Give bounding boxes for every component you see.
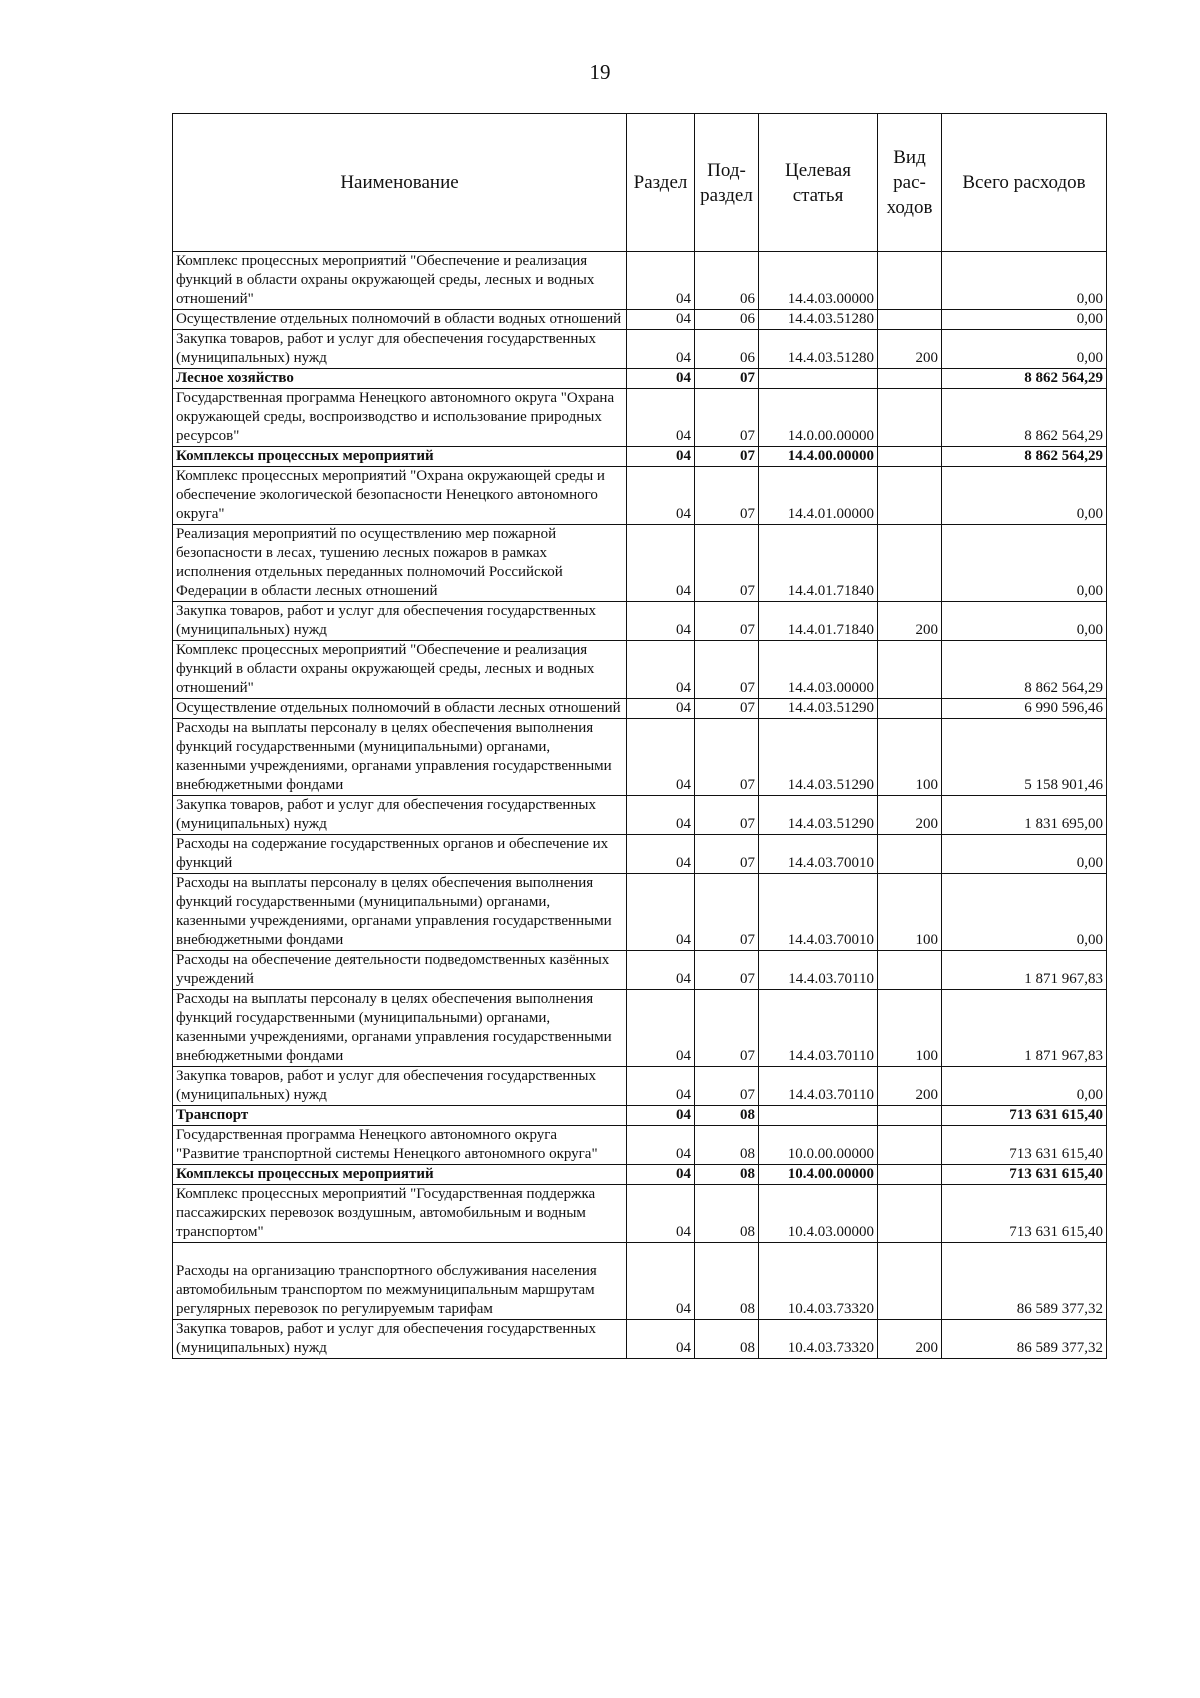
table-row: [173, 330, 1107, 369]
table-row: [173, 641, 1107, 699]
header-total: Всего расходов: [942, 114, 1107, 252]
cell-target: 14.4.03.51290: [759, 796, 878, 835]
cell-section: 04: [627, 1067, 695, 1106]
cell-name: Транспорт: [173, 1106, 627, 1126]
cell-type: 200: [878, 330, 942, 369]
table-row: [173, 447, 1107, 467]
cell-target: 14.0.00.00000: [759, 389, 878, 447]
cell-subsection: 07: [695, 951, 759, 990]
cell-target: 14.4.03.51290: [759, 719, 878, 796]
table-row: [173, 1320, 1107, 1359]
table-row: [173, 310, 1107, 330]
cell-total: 86 589 377,32: [942, 1320, 1107, 1359]
cell-name: Комплексы процессных мероприятий: [173, 447, 627, 467]
cell-target: 14.4.03.51280: [759, 330, 878, 369]
table-row: [173, 835, 1107, 874]
cell-subsection: 07: [695, 835, 759, 874]
cell-type: [878, 467, 942, 525]
cell-total: 713 631 615,40: [942, 1126, 1107, 1165]
cell-section: 04: [627, 1165, 695, 1185]
cell-name: Комплекс процессных мероприятий "Обеспечение и реализация функций в области охраны окружающей среды, лесных и водных отношений": [173, 252, 627, 310]
cell-name: Закупка товаров, работ и услуг для обеспечения государственных (муниципальных) нужд: [173, 1320, 627, 1359]
cell-total: 6 990 596,46: [942, 699, 1107, 719]
cell-name: Расходы на выплаты персоналу в целях обеспечения выполнения функций государственными (муниципальными) органами, казенными учреждениями, органами управления государственными внебюджетными фондами: [173, 719, 627, 796]
cell-type: 200: [878, 796, 942, 835]
cell-total: 5 158 901,46: [942, 719, 1107, 796]
cell-name: Расходы на выплаты персоналу в целях обеспечения выполнения функций государственными (муниципальными) органами, казенными учреждениями, органами управления государственными внебюджетными фондами: [173, 874, 627, 951]
cell-subsection: 07: [695, 874, 759, 951]
cell-subsection: 07: [695, 1067, 759, 1106]
cell-name: Расходы на организацию транспортного обслуживания населения автомобильным транспортом по межмуниципальным маршрутам регулярных перевозок по регулируемым тарифам: [173, 1243, 627, 1320]
cell-total: 8 862 564,29: [942, 447, 1107, 467]
cell-total: 0,00: [942, 1067, 1107, 1106]
cell-subsection: 07: [695, 447, 759, 467]
cell-type: [878, 252, 942, 310]
header-row: [173, 114, 1107, 252]
cell-section: 04: [627, 835, 695, 874]
cell-subsection: 08: [695, 1106, 759, 1126]
cell-target: 14.4.03.00000: [759, 641, 878, 699]
cell-target: 14.4.01.00000: [759, 467, 878, 525]
cell-name: Лесное хозяйство: [173, 369, 627, 389]
cell-section: 04: [627, 719, 695, 796]
table-row: [173, 796, 1107, 835]
cell-target: 10.0.00.00000: [759, 1126, 878, 1165]
cell-type: [878, 1126, 942, 1165]
cell-section: 04: [627, 310, 695, 330]
cell-subsection: 06: [695, 252, 759, 310]
cell-type: [878, 1165, 942, 1185]
cell-target: 14.4.03.70110: [759, 1067, 878, 1106]
cell-subsection: 08: [695, 1165, 759, 1185]
cell-section: 04: [627, 990, 695, 1067]
cell-subsection: 08: [695, 1320, 759, 1359]
table-row: [173, 525, 1107, 602]
cell-total: 713 631 615,40: [942, 1165, 1107, 1185]
table-row: [173, 1067, 1107, 1106]
cell-section: 04: [627, 447, 695, 467]
cell-type: [878, 310, 942, 330]
cell-subsection: 08: [695, 1185, 759, 1243]
cell-target: 14.4.01.71840: [759, 525, 878, 602]
cell-section: 04: [627, 330, 695, 369]
cell-name: Закупка товаров, работ и услуг для обеспечения государственных (муниципальных) нужд: [173, 602, 627, 641]
cell-section: 04: [627, 252, 695, 310]
cell-type: [878, 699, 942, 719]
cell-subsection: 07: [695, 719, 759, 796]
table-row: [173, 389, 1107, 447]
cell-subsection: 08: [695, 1243, 759, 1320]
cell-total: 1 871 967,83: [942, 951, 1107, 990]
cell-type: 200: [878, 1320, 942, 1359]
cell-section: 04: [627, 602, 695, 641]
cell-target: 14.4.03.51280: [759, 310, 878, 330]
cell-section: 04: [627, 525, 695, 602]
table-row: [173, 719, 1107, 796]
cell-type: 100: [878, 719, 942, 796]
cell-type: [878, 1185, 942, 1243]
table-row: [173, 1243, 1107, 1320]
header-name: Наименование: [173, 114, 627, 252]
table-row: [173, 699, 1107, 719]
cell-name: Комплекс процессных мероприятий "Охрана окружающей среды и обеспечение экологической безопасности Ненецкого автономного округа": [173, 467, 627, 525]
cell-section: 04: [627, 467, 695, 525]
cell-total: 0,00: [942, 602, 1107, 641]
cell-total: 0,00: [942, 874, 1107, 951]
cell-name: Закупка товаров, работ и услуг для обеспечения государственных (муниципальных) нужд: [173, 796, 627, 835]
cell-subsection: 07: [695, 525, 759, 602]
table-row: [173, 1126, 1107, 1165]
cell-target: [759, 369, 878, 389]
cell-subsection: 07: [695, 796, 759, 835]
cell-section: 04: [627, 1243, 695, 1320]
cell-section: 04: [627, 874, 695, 951]
cell-name: Государственная программа Ненецкого автономного округа "Развитие транспортной системы Ненецкого автономного округа": [173, 1126, 627, 1165]
cell-type: 100: [878, 874, 942, 951]
cell-type: [878, 835, 942, 874]
cell-name: Комплекс процессных мероприятий "Обеспечение и реализация функций в области охраны окружающей среды, лесных и водных отношений": [173, 641, 627, 699]
cell-section: 04: [627, 796, 695, 835]
cell-total: 1 831 695,00: [942, 796, 1107, 835]
cell-type: [878, 525, 942, 602]
cell-name: Реализация мероприятий по осуществлению мер пожарной безопасности в лесах, тушению лесных пожаров в рамках исполнения отдельных переданных полномочий Российской Федерации в области лесных отношений: [173, 525, 627, 602]
cell-total: 0,00: [942, 525, 1107, 602]
cell-total: 0,00: [942, 835, 1107, 874]
cell-section: 04: [627, 369, 695, 389]
cell-subsection: 07: [695, 990, 759, 1067]
cell-section: 04: [627, 1126, 695, 1165]
cell-type: [878, 641, 942, 699]
cell-total: 8 862 564,29: [942, 389, 1107, 447]
cell-type: [878, 1106, 942, 1126]
header-section: Раздел: [627, 114, 695, 252]
cell-section: 04: [627, 389, 695, 447]
cell-subsection: 07: [695, 602, 759, 641]
table-row: [173, 1106, 1107, 1126]
expenditure-table: [172, 113, 1107, 1359]
cell-name: Закупка товаров, работ и услуг для обеспечения государственных (муниципальных) нужд: [173, 1067, 627, 1106]
table-row: [173, 602, 1107, 641]
cell-name: Комплекс процессных мероприятий "Государственная поддержка пассажирских перевозок воздушным, автомобильным и водным транспортом": [173, 1185, 627, 1243]
cell-name: Расходы на обеспечение деятельности подведомственных казённых учреждений: [173, 951, 627, 990]
cell-type: [878, 369, 942, 389]
cell-target: 14.4.03.51290: [759, 699, 878, 719]
cell-total: 0,00: [942, 252, 1107, 310]
cell-total: 86 589 377,32: [942, 1243, 1107, 1320]
cell-total: 713 631 615,40: [942, 1185, 1107, 1243]
table-row: [173, 1165, 1107, 1185]
cell-total: 8 862 564,29: [942, 369, 1107, 389]
cell-subsection: 07: [695, 699, 759, 719]
header-subsection: Под- раздел: [695, 114, 759, 252]
cell-subsection: 07: [695, 641, 759, 699]
cell-type: [878, 1243, 942, 1320]
cell-type: [878, 951, 942, 990]
cell-section: 04: [627, 951, 695, 990]
cell-name: Расходы на содержание государственных органов и обеспечение их функций: [173, 835, 627, 874]
cell-target: 14.4.03.70010: [759, 874, 878, 951]
cell-section: 04: [627, 1185, 695, 1243]
cell-type: 200: [878, 1067, 942, 1106]
cell-target: 10.4.00.00000: [759, 1165, 878, 1185]
cell-type: [878, 389, 942, 447]
cell-target: 14.4.03.00000: [759, 252, 878, 310]
cell-total: 0,00: [942, 467, 1107, 525]
cell-subsection: 06: [695, 310, 759, 330]
table-row: [173, 252, 1107, 310]
table-row: [173, 1185, 1107, 1243]
header-expense-type: Вид рас- ходов: [878, 114, 942, 252]
cell-target: 14.4.00.00000: [759, 447, 878, 467]
cell-name: Государственная программа Ненецкого автономного округа "Охрана окружающей среды, воспроизводство и использование природных ресурсов": [173, 389, 627, 447]
cell-target: 14.4.01.71840: [759, 602, 878, 641]
cell-total: 1 871 967,83: [942, 990, 1107, 1067]
table-row: [173, 874, 1107, 951]
table-row: [173, 951, 1107, 990]
header-target: Целевая статья: [759, 114, 878, 252]
cell-name: Комплексы процессных мероприятий: [173, 1165, 627, 1185]
cell-section: 04: [627, 641, 695, 699]
cell-target: 14.4.03.70010: [759, 835, 878, 874]
cell-target: 14.4.03.70110: [759, 951, 878, 990]
cell-target: 14.4.03.70110: [759, 990, 878, 1067]
cell-name: Расходы на выплаты персоналу в целях обеспечения выполнения функций государственными (муниципальными) органами, казенными учреждениями, органами управления государственными внебюджетными фондами: [173, 990, 627, 1067]
table-body: [173, 252, 1107, 1359]
cell-target: [759, 1106, 878, 1126]
cell-subsection: 08: [695, 1126, 759, 1165]
table-row: [173, 990, 1107, 1067]
cell-name: Закупка товаров, работ и услуг для обеспечения государственных (муниципальных) нужд: [173, 330, 627, 369]
cell-total: 713 631 615,40: [942, 1106, 1107, 1126]
cell-subsection: 07: [695, 467, 759, 525]
cell-type: 200: [878, 602, 942, 641]
table-row: [173, 467, 1107, 525]
cell-name: Осуществление отдельных полномочий в области водных отношений: [173, 310, 627, 330]
cell-subsection: 06: [695, 330, 759, 369]
cell-section: 04: [627, 699, 695, 719]
cell-section: 04: [627, 1106, 695, 1126]
cell-section: 04: [627, 1320, 695, 1359]
cell-total: 0,00: [942, 310, 1107, 330]
table-row: [173, 369, 1107, 389]
cell-total: 8 862 564,29: [942, 641, 1107, 699]
cell-target: 10.4.03.00000: [759, 1185, 878, 1243]
page-number: 19: [589, 60, 611, 84]
cell-subsection: 07: [695, 389, 759, 447]
cell-target: 10.4.03.73320: [759, 1320, 878, 1359]
cell-total: 0,00: [942, 330, 1107, 369]
cell-name: Осуществление отдельных полномочий в области лесных отношений: [173, 699, 627, 719]
cell-target: 10.4.03.73320: [759, 1243, 878, 1320]
cell-type: [878, 447, 942, 467]
cell-subsection: 07: [695, 369, 759, 389]
cell-type: 100: [878, 990, 942, 1067]
